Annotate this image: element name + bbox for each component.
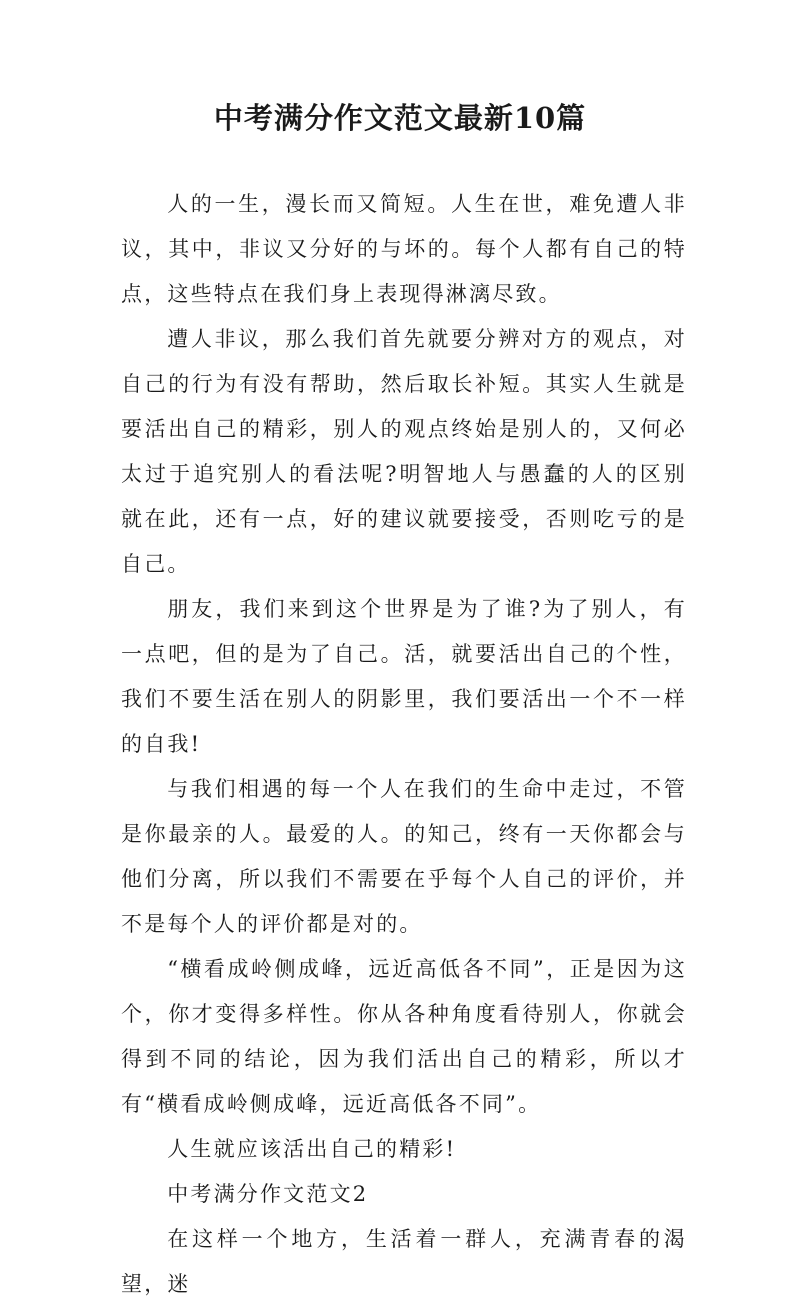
paragraph-2: 遭人非议，那么我们首先就要分辨对方的观点，对自己的行为有没有帮助，然后取长补短。其实人生就是要活出自己的精彩，别人的观点终始是别人的，又何必太过于追究别人的看法呢?明智地人与愚蠢的人的区别就在此，还有一点，好的建议就要接受，否则吃亏的是自己。 xyxy=(121,327,687,576)
paragraph-7: 在这样一个地方，生活着一群人，充满青春的渴望，迷 xyxy=(121,1227,687,1296)
paragraph-6: 人生就应该活出自己的精彩! xyxy=(167,1137,457,1161)
document-title: 中考满分作文范文最新10篇 xyxy=(213,101,587,135)
paragraph-3: 朋友，我们来到这个世界是为了谁?为了别人，有一点吧，但的是为了自己。活，就要活出自己的个性，我们不要生活在别人的阴影里，我们要活出一个不一样的自我! xyxy=(121,597,687,756)
section-heading-2: 中考满分作文范文2 xyxy=(167,1182,369,1206)
paragraph-1: 人的一生，漫长而又简短。人生在世，难免遭人非议，其中，非议又分好的与坏的。每个人都有自己的特点，这些特点在我们身上表现得淋漓尽致。 xyxy=(121,192,687,306)
paragraph-4: 与我们相遇的每一个人在我们的生命中走过，不管是你最亲的人。最爱的人。的知己，终有一天你都会与他们分离，所以我们不需要在乎每个人自己的评价，并不是每个人的评价都是对的。 xyxy=(121,777,687,936)
paragraph-5: “横看成岭侧成峰，远近高低各不同”，正是因为这个，你才变得多样性。你从各种角度看待别人，你就会得到不同的结论，因为我们活出自己的精彩，所以才有“横看成岭侧成峰，远近高低各不同”。 xyxy=(121,957,687,1116)
document-body xyxy=(121,182,687,1307)
